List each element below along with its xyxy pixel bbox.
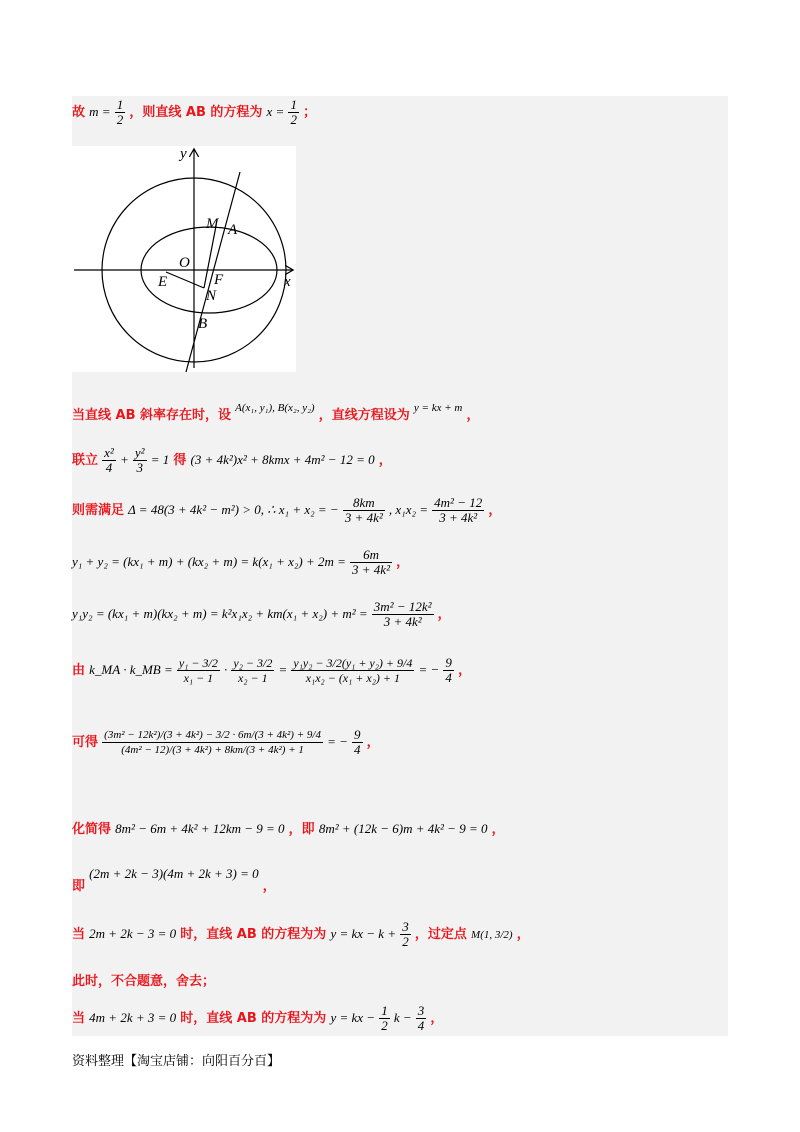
fraction: $\frac{1}{2}$: [116, 97, 124, 127]
text: ，则直线 AB 的方程为: [129, 105, 263, 120]
line-3: 联立 $\frac{\text{x²}}{4}$ + $\frac{\text{y²}}{3}$ = 1 得 (3 + 4k²)x² + 8kmx + 4m² − 12 = 0 ，: [72, 445, 392, 475]
line-8: 可得 $\frac{\text{(3m² − 12k²)/(3 + 4k²) − 3/2 · 6m/(3 + 4k²) + 9/4}}{\text{(4m² − 12)/(3 + 4k²) + 8km/(3 + 4k²) + 1}}$ = − $\frac{9}{4}$ ，: [72, 727, 380, 757]
label-b: B: [198, 316, 208, 332]
label-e: E: [158, 274, 168, 290]
line-10: 即 (2m + 2k − 3)(4m + 2k + 3) = 0 ，: [72, 866, 276, 894]
label-f: F: [214, 272, 224, 288]
line-1: 故 m = $\frac{1}{2}$ ，则直线 AB 的方程为 x = $\frac{1}{2}$ ；: [72, 97, 317, 127]
label-n: N: [206, 288, 217, 304]
footer-source: 资料整理【淘宝店铺：向阳百分百】: [72, 1054, 281, 1069]
ellipse-figure: [72, 146, 296, 372]
line-12: 此时，不合题意，舍去；: [72, 974, 216, 989]
label-y: y: [180, 146, 187, 162]
text: 故: [72, 105, 86, 120]
line-4: 则需满足 Δ = 48(3 + 4k² − m²) > 0, ∴ x₁ + x₂ = − $\frac{8km}{\text{3 + 4k²}}$ , x₁x₂ = $\frac{\text{4m² − 12}}{\text{3 + 4k²}}$ ，: [72, 495, 502, 525]
segment-en: [166, 272, 204, 288]
line-7: 由 k_MA · k_MB = $\frac{\text{y₁ − 3/2}}{\text{x₁ − 1}}$ · $\frac{\text{y₂ − 3/2}}{\text{x₂ − 1}}$ = $\frac{\text{y₁y₂ − 3/2(y₁ + y₂) + 9/4}}{\text{x₁x₂ − (x₁ + x₂) + 1}}$ = − $\frac{9}{4}$ ，: [72, 655, 472, 685]
line-5: y₁ + y₂ = (kx₁ + m) + (kx₂ + m) = k(x₁ + x₂) + 2m = $\frac{6m}{\text{3 + 4k²}}$ ，: [72, 547, 410, 577]
label-m: M: [206, 216, 219, 232]
line-9: 化简得 8m² − 6m + 4k² + 12km − 9 = 0 ，即 8m² + (12k − 6)m + 4k² − 9 = 0 ，: [72, 821, 505, 837]
fraction: $\frac{1}{2}$: [290, 97, 297, 127]
line-2: 当直线 AB 斜率存在时，设 $^{A(x_1, y_1), B(x_2, y_2)}$ ，直线方程设为 $^{y = kx + m}$ ，: [72, 402, 480, 423]
label-a: A: [228, 222, 238, 238]
line-6: y₁y₂ = (kx₁ + m)(kx₂ + m) = k²x₁x₂ + km(x₁ + x₂) + m² = $\frac{\text{3m² − 12k²}}{\text{3 + 4k²}}$ ，: [72, 599, 451, 629]
label-x: x: [284, 274, 291, 290]
line-13: 当 4m + 2k + 3 = 0 时，直线 AB 的方程为为 y = kx − $\frac{1}{2}$ k − $\frac{3}{4}$ ，: [72, 1003, 444, 1033]
line-11: 当 2m + 2k − 3 = 0 时，直线 AB 的方程为为 y = kx − k + $\frac{3}{2}$ ，过定点 M(1, 3/2) ，: [72, 919, 530, 949]
label-o: O: [179, 255, 190, 271]
